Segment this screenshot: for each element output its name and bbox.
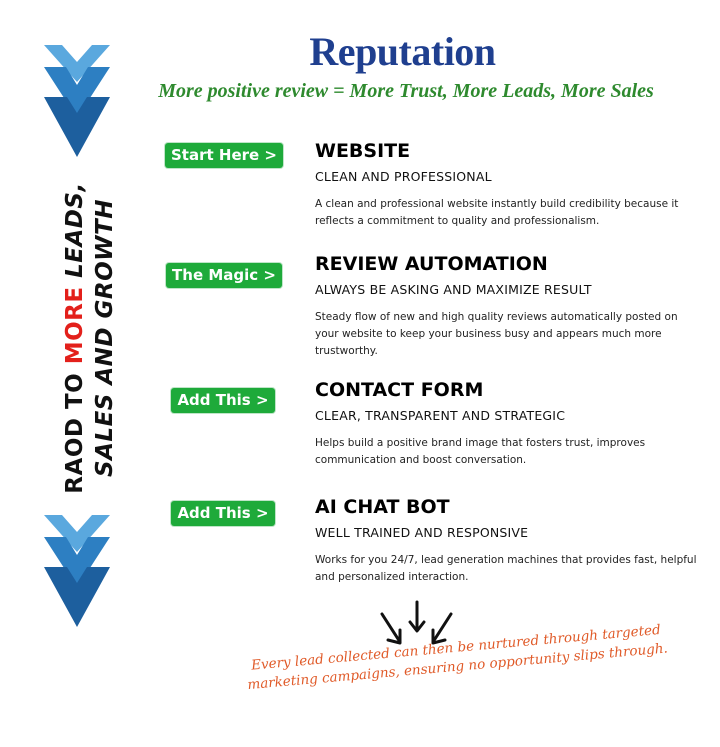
section-website [315, 140, 700, 230]
section-body: Steady flow of new and high quality reviews automatically posted on your website to keep your business busy and appears much more trustworthy. [315, 311, 678, 357]
page-title: Reputation [309, 29, 496, 74]
side-banner [60, 178, 120, 498]
section-body: Helps build a positive brand image that fosters trust, improves communication and boost conversation. [315, 437, 646, 466]
section-title: WEBSITE [315, 140, 411, 162]
side-line1-c: LEADS, [62, 182, 88, 287]
side-line2: SALES AND GROWTH [92, 199, 118, 477]
chevron-down-icon [44, 515, 110, 627]
tagline: More positive review = More Trust, More Leads, More Sales [158, 80, 654, 102]
section-subtitle: ALWAYS BE ASKING AND MAXIMIZE RESULT [315, 282, 592, 297]
chevron-down-icon [44, 45, 110, 157]
start-here-button[interactable]: Start Here > [165, 143, 283, 168]
the-magic-button[interactable]: The Magic > [166, 263, 282, 288]
add-ai-chat-bot-button[interactable]: Add This > [171, 501, 275, 526]
footer-note: Every lead collected can then be nurtured through targeted marketing campaigns, ensuring no opportunity slips through. [246, 621, 669, 694]
section-subtitle: CLEAN AND PROFESSIONAL [315, 169, 492, 184]
side-line1-a: RAOD TO [62, 364, 88, 494]
section-contact-form [315, 379, 700, 469]
section-title: AI CHAT BOT [315, 496, 450, 518]
section-ai-chat-bot [315, 496, 700, 586]
add-contact-form-button[interactable]: Add This > [171, 388, 275, 413]
section-body: A clean and professional website instantly build credibility because it reflects a commitment to quality and professionalism. [315, 198, 679, 227]
section-subtitle: WELL TRAINED AND RESPONSIVE [315, 525, 529, 540]
section-review-automation [315, 253, 700, 360]
section-title: CONTACT FORM [315, 379, 484, 401]
side-line1-b: MORE [62, 286, 88, 365]
section-body: Works for you 24/7, lead generation machines that provides fast, helpful and personalized interaction. [315, 554, 697, 583]
section-subtitle: CLEAR, TRANSPARENT AND STRATEGIC [315, 408, 566, 423]
section-title: REVIEW AUTOMATION [315, 253, 548, 275]
